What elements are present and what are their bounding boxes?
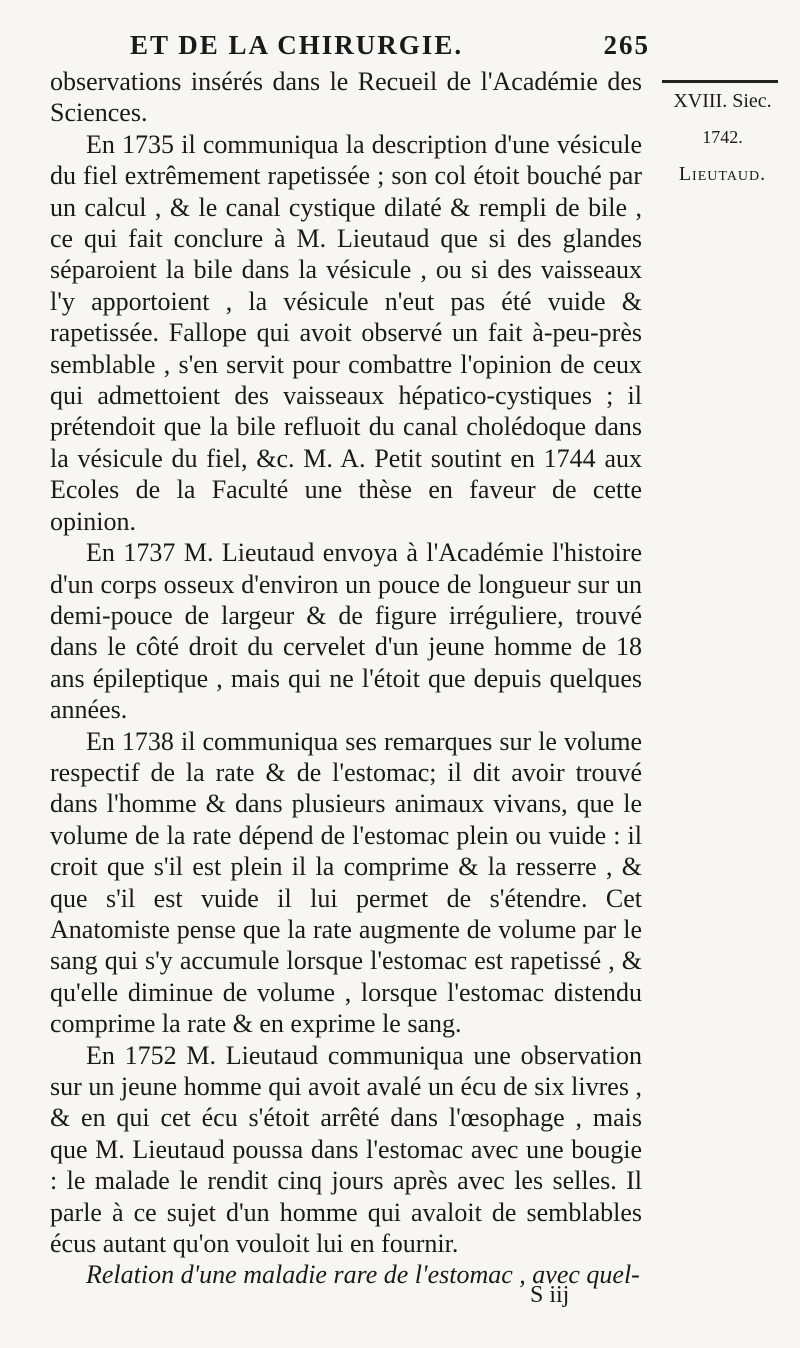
paragraph: En 1737 M. Lieutaud envoya à l'Académie l'histoire d'un corps osseux d'environ un pouce de longueur sur un demi-pouce de largeur & de figure irréguliere, trouvé dans le côté droit du cervelet d'un jeune homme de 18 ans épileptique , mais qui ne l'étoit que depuis quelques années.	[50, 538, 642, 725]
margin-note-century: XVIII. Siec.	[673, 90, 772, 112]
closing-line: Relation d'une maladie rare de l'estomac , avec quel-	[86, 1260, 640, 1290]
paragraph: observations insérés dans le Recueil de l'Académie des Sciences.	[50, 67, 642, 128]
paragraph: En 1738 il communiqua ses remarques sur le volume respectif de la rate & de l'estomac; il dit avoir trouvé dans l'homme & dans plusieurs animaux vivans, que le volume de la rate dépend de l'estomac plein ou vuide : il croit que s'il est plein il la comprime & la resserre , & que s'il est vuide il lui permet de s'étendre. Cet Anatomiste pense que la rate augmente de volume par le sang qui s'y accumule lorsque l'estomac est rapetissé , & qu'elle diminue de volume , lorsque l'estomac distendu comprime la rate & en exprime le sang.	[50, 726, 642, 1039]
paragraph: En 1752 M. Lieutaud communiqua une observation sur un jeune homme qui avoit avalé un écu de six livres , & en qui cet écu s'étoit arrêté dans l'œsophage , mais que M. Lieutaud poussa dans l'estomac avec une bougie : le malade le rendit cinq jours après avec les selles. Il parle à ce sujet d'un homme qui avaloit de semblables écus autant qu'on vouloit lui en fournir.	[50, 1040, 642, 1259]
page-number: 265	[603, 30, 650, 60]
margin-rule	[662, 80, 778, 83]
main-text	[50, 66, 642, 1291]
running-title: ET DE LA CHIRURGIE.	[130, 30, 464, 60]
margin-note-year: 1742.	[702, 127, 743, 147]
paragraph: En 1735 il communiqua la description d'une vésicule du fiel extrêmement rapetissée ; son col étoit bouché par un calcul , & le canal cystique dilaté & rempli de bile , ce qui fait conclure à M. Lieutaud que si des glandes séparoient la bile dans la vésicule , ou si des vaisseaux l'y apportoient , la vésicule n'eut pas été vuide & rapetissée. Fallope qui avoit observé un fait à-peu-près semblable , s'en servit pour combattre l'opinion de ceux qui admettoient des vaisseaux hépatico-cystiques ; il prétendoit que la bile refluoit du canal cholédoque dans la vésicule du fiel, &c. M. A. Petit soutint en 1744 aux Ecoles de la Faculté une thèse en faveur de cette opinion.	[50, 129, 642, 536]
margin-note-name: Lieutaud.	[678, 163, 767, 185]
signature-mark: S iij	[530, 1282, 570, 1308]
